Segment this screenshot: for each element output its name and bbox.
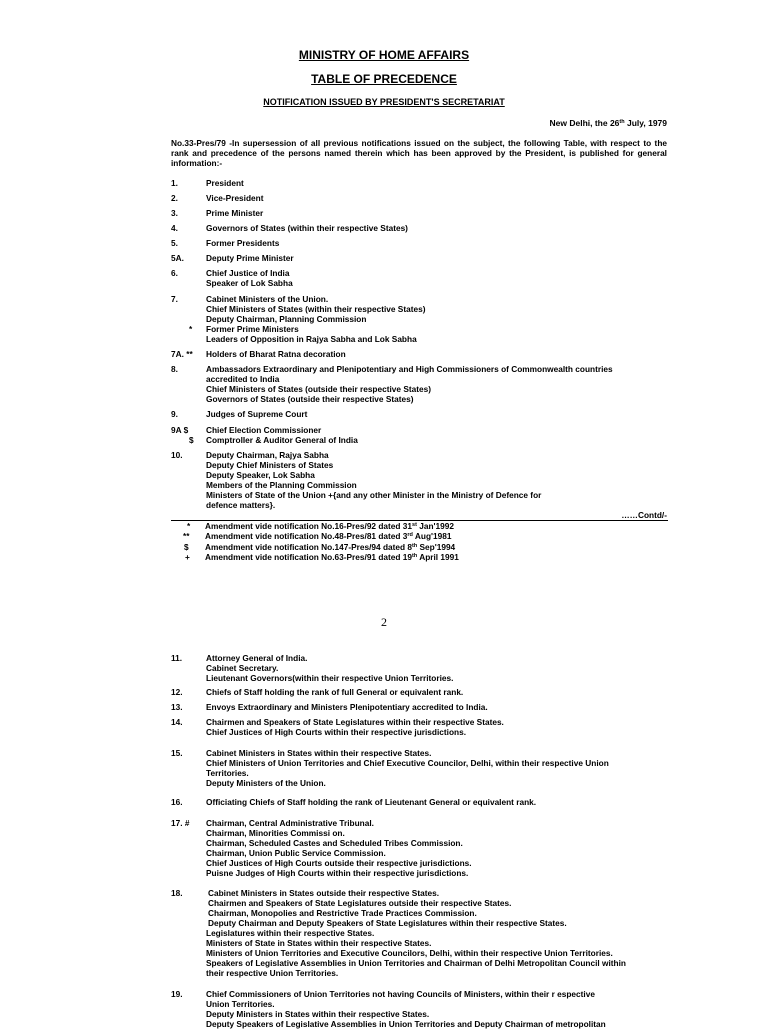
item-number: 2. bbox=[171, 193, 178, 203]
item-text: Prime Minister bbox=[206, 208, 264, 218]
item-number: 18. bbox=[171, 888, 183, 898]
item-text: Deputy Ministers in States within their respective States. bbox=[206, 1009, 430, 1019]
item-text: Deputy Chairman and Deputy Speakers of State Legislatures within their respective States. bbox=[208, 918, 567, 928]
footnote-mark: * bbox=[187, 521, 191, 531]
item-number: 10. bbox=[171, 450, 183, 460]
item-text: Ambassadors Extraordinary and Plenipotentiary and High Commissioners of Commonwealth countries bbox=[206, 364, 613, 374]
item-number: 3. bbox=[171, 208, 178, 218]
item-text: Governors of States (within their respective States) bbox=[206, 223, 408, 233]
footnote-text: Amendment vide notification No.147-Pres/94 dated 8th Sep'1994 bbox=[205, 542, 456, 552]
item-number: 9. bbox=[171, 409, 178, 419]
item-text: Chairman, Monopolies and Restrictive Trade Practices Commission. bbox=[208, 908, 477, 918]
item-text: Chief Ministers of States (within their respective States) bbox=[206, 304, 426, 314]
item-number: 7A. ** bbox=[171, 349, 193, 359]
item-text: Chairmen and Speakers of State Legislatures outside their respective States. bbox=[208, 898, 512, 908]
item-text: Chief Election Commissioner bbox=[206, 425, 322, 435]
footnote-mark: $ bbox=[184, 542, 189, 552]
intro-paragraph: No.33-Pres/79 -In supersession of all previous notifications issued on the subject, the following Table, with respect to the rank and precedence of the persons named therein which has been approved by the President, is published for general information:- bbox=[171, 138, 667, 168]
item-text: Chief Justices of High Courts outside their respective jurisdictions. bbox=[206, 858, 472, 868]
item-number: 8. bbox=[171, 364, 178, 374]
notification-date: New Delhi, the 26th July, 1979 bbox=[549, 118, 667, 128]
item-number: 7. bbox=[171, 294, 178, 304]
item-text: Former Presidents bbox=[206, 238, 280, 248]
item-text: Chairman, Central Administrative Tribunal. bbox=[206, 818, 374, 828]
item-text: Deputy Speaker, Lok Sabha bbox=[206, 470, 315, 480]
item-text: Chairmen and Speakers of State Legislatures within their respective States. bbox=[206, 717, 504, 727]
item-text: Speakers of Legislative Assemblies in Union Territories and Chairman of Delhi Metropolitan Council within bbox=[206, 958, 626, 968]
item-number: 16. bbox=[171, 797, 183, 807]
item-text: Chief Justices of High Courts within their respective jurisdictions. bbox=[206, 727, 467, 737]
item-number: 11. bbox=[171, 653, 183, 663]
item-text: Comptroller & Auditor General of India bbox=[206, 435, 358, 445]
item-text: accredited to India bbox=[206, 374, 280, 384]
item-number: 6. bbox=[171, 268, 178, 278]
item-text: Ministers of Union Territories and Executive Councilors, Delhi, within their respective Union Territories. bbox=[206, 948, 613, 958]
item-number: 14. bbox=[171, 717, 183, 727]
footnote-text: Amendment vide notification No.16-Pres/92 dated 31st Jan'1992 bbox=[205, 521, 454, 531]
item-text: Cabinet Ministers in States within their respective States. bbox=[206, 748, 432, 758]
item-text: Chief Justice of India bbox=[206, 268, 290, 278]
item-text: Deputy Speakers of Legislative Assemblies in Union Territories and Deputy Chairman of metropolitan bbox=[206, 1019, 606, 1029]
page-number: 2 bbox=[381, 615, 387, 629]
footnote-text: Amendment vide notification No.63-Pres/91 dated 19th April 1991 bbox=[205, 552, 459, 562]
item-text: Chairman, Scheduled Castes and Scheduled Tribes Commission. bbox=[206, 838, 463, 848]
item-text: Cabinet Ministers of the Union. bbox=[206, 294, 329, 304]
footnote-text: Amendment vide notification No.48-Pres/81 dated 3rd Aug'1981 bbox=[205, 531, 452, 541]
item-text: Former Prime Ministers bbox=[206, 324, 299, 334]
item-text: Deputy Chairman, Planning Commission bbox=[206, 314, 367, 324]
item-number: 5A. bbox=[171, 253, 184, 263]
item-text: Cabinet Ministers in States outside their respective States. bbox=[208, 888, 440, 898]
item-number: 17. # bbox=[171, 818, 190, 828]
item-text: Chiefs of Staff holding the rank of full General or equivalent rank. bbox=[206, 687, 464, 697]
item-text: Cabinet Secretary. bbox=[206, 663, 279, 673]
item-text: Chairman, Union Public Service Commission. bbox=[206, 848, 386, 858]
item-number: 15. bbox=[171, 748, 183, 758]
item-text: President bbox=[206, 178, 244, 188]
item-text: Members of the Planning Commission bbox=[206, 480, 357, 490]
item-text: Envoys Extraordinary and Ministers Plenipotentiary accredited to India. bbox=[206, 702, 488, 712]
item-number: 1. bbox=[171, 178, 178, 188]
item-text: defence matters}. bbox=[206, 500, 276, 510]
amendment-mark: * bbox=[189, 324, 193, 334]
item-number: 19. bbox=[171, 989, 183, 999]
item-text: Holders of Bharat Ratna decoration bbox=[206, 349, 346, 359]
item-text: Deputy Prime Minister bbox=[206, 253, 294, 263]
ministry-heading: MINISTRY OF HOME AFFAIRS bbox=[298, 48, 470, 62]
item-text: Speaker of Lok Sabha bbox=[206, 278, 293, 288]
item-text: Chairman, Minorities Commissi on. bbox=[206, 828, 345, 838]
item-number: 13. bbox=[171, 702, 183, 712]
item-text: Leaders of Opposition in Rajya Sabha and Lok Sabha bbox=[206, 334, 417, 344]
item-text: Judges of Supreme Court bbox=[206, 409, 308, 419]
item-text: Vice-President bbox=[206, 193, 264, 203]
item-text: Deputy Ministers of the Union. bbox=[206, 778, 326, 788]
item-text: Deputy Chief Ministers of States bbox=[206, 460, 334, 470]
item-text: Puisne Judges of High Courts within their respective jurisdictions. bbox=[206, 868, 469, 878]
item-text: Legislatures within their respective States. bbox=[206, 928, 375, 938]
item-text: Ministers of State in States within their respective States. bbox=[206, 938, 432, 948]
contd-marker: ……Contd/- bbox=[621, 510, 667, 520]
item-text: Deputy Chairman, Rajya Sabha bbox=[206, 450, 329, 460]
item-text: Chief Ministers of Union Territories and Chief Executive Councilor, Delhi, within their respective Union bbox=[206, 758, 609, 768]
footnote-mark: + bbox=[185, 552, 190, 562]
item-text: Union Territories. bbox=[206, 999, 275, 1009]
amendment-mark: $ bbox=[189, 435, 194, 445]
item-text: Chief Commissioners of Union Territories not having Councils of Ministers, within their r espective bbox=[206, 989, 595, 999]
item-text: Chief Ministers of States (outside their respective States) bbox=[206, 384, 431, 394]
document-subtitle: NOTIFICATION ISSUED BY PRESIDENT'S SECRETARIAT bbox=[263, 97, 505, 107]
item-number: 5. bbox=[171, 238, 178, 248]
item-text: their respective Union Territories. bbox=[206, 968, 339, 978]
item-text: Lieutenant Governors(within their respective Union Territories. bbox=[206, 673, 454, 683]
item-number: 12. bbox=[171, 687, 183, 697]
item-text: Officiating Chiefs of Staff holding the rank of Lieutenant General or equivalent rank. bbox=[206, 797, 537, 807]
item-text: Governors of States (outside their respective States) bbox=[206, 394, 414, 404]
item-text: Ministers of State of the Union +{and any other Minister in the Ministry of Defence for bbox=[206, 490, 542, 500]
document-title: TABLE OF PRECEDENCE bbox=[311, 72, 457, 86]
item-number: 9A $ bbox=[171, 425, 189, 435]
footnote-mark: ** bbox=[183, 531, 190, 541]
item-text: Attorney General of India. bbox=[206, 653, 308, 663]
item-number: 4. bbox=[171, 223, 178, 233]
item-text: Territories. bbox=[206, 768, 249, 778]
